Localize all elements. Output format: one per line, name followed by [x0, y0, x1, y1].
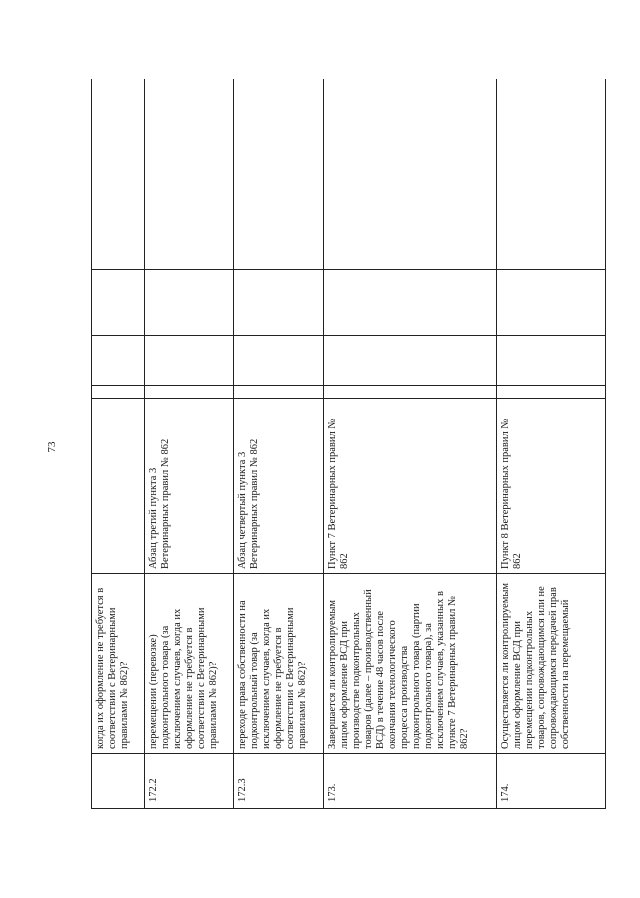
question-cell: Осуществляется ли контролируемым лицом оформление ВСД при перемещении подконтрольных товаров, сопровождающимся или не сопровождающимся передачей прав собственности на перемещаемый: [496, 574, 605, 754]
answer-na-cell: [324, 270, 496, 336]
answer-no-cell: [145, 336, 234, 386]
reference-cell: Абзац четвертый пункта 3 Ветеринарных правил № 862: [234, 399, 324, 574]
answer-na-cell: [234, 270, 324, 336]
answer-no-cell: [496, 336, 605, 386]
note-cell: [145, 79, 234, 270]
row-number-cell: 173.: [324, 754, 496, 809]
question-cell: Завершается ли контролируемым лицом оформление ВСД при производстве подконтрольных товаров (далее – производственный ВСД) в течение 48 часов после окончания технологического процесса производства подконтрольного товара (партии подконтрольного товара), за исключением случаев, указанных в пункте 7 Ветеринарных правил № 862?: [324, 574, 496, 754]
reference-cell: [92, 399, 145, 574]
answer-no-cell: [92, 336, 145, 386]
answer-yes-cell: [324, 386, 496, 399]
table-row: [92, 79, 145, 809]
answer-yes-cell: [234, 386, 324, 399]
question-cell: когда их оформление не требуется в соответствии с Ветеринарными правилами № 862)?: [92, 574, 145, 754]
answer-no-cell: [324, 336, 496, 386]
answer-na-cell: [496, 270, 605, 336]
row-number-cell: [92, 754, 145, 809]
reference-cell: Пункт 8 Ветеринарных правил № 862: [496, 399, 605, 574]
table-row: [496, 79, 605, 809]
table-row: [324, 79, 496, 809]
answer-yes-cell: [92, 386, 145, 399]
note-cell: [324, 79, 496, 270]
reference-cell: Пункт 7 Ветеринарных правил № 862: [324, 399, 496, 574]
answer-no-cell: [234, 336, 324, 386]
answer-yes-cell: [145, 386, 234, 399]
page-number: 73: [46, 441, 58, 453]
answer-yes-cell: [496, 386, 605, 399]
reference-cell: Абзац третий пункта 3 Ветеринарных правил № 862: [145, 399, 234, 574]
note-cell: [234, 79, 324, 270]
table-row: [145, 79, 234, 809]
note-cell: [92, 79, 145, 270]
answer-na-cell: [145, 270, 234, 336]
note-cell: [496, 79, 605, 270]
row-number-cell: 172.2: [145, 754, 234, 809]
row-number-cell: 174.: [496, 754, 605, 809]
answer-na-cell: [92, 270, 145, 336]
question-cell: перемещении (перевозке) подконтрольного товара (за исключением случаев, когда их оформление не требуется в соответствии с Ветеринарными правилами № 862)?: [145, 574, 234, 754]
question-cell: переходе права собственности на подконтрольный товар (за исключением случаев, когда их оформление не требуется в соответствии с Ветеринарными правилами № 862)?: [234, 574, 324, 754]
row-number-cell: 172.3: [234, 754, 324, 809]
checklist-table-container: [91, 79, 606, 809]
checklist-table: [91, 79, 606, 809]
table-row: [234, 79, 324, 809]
